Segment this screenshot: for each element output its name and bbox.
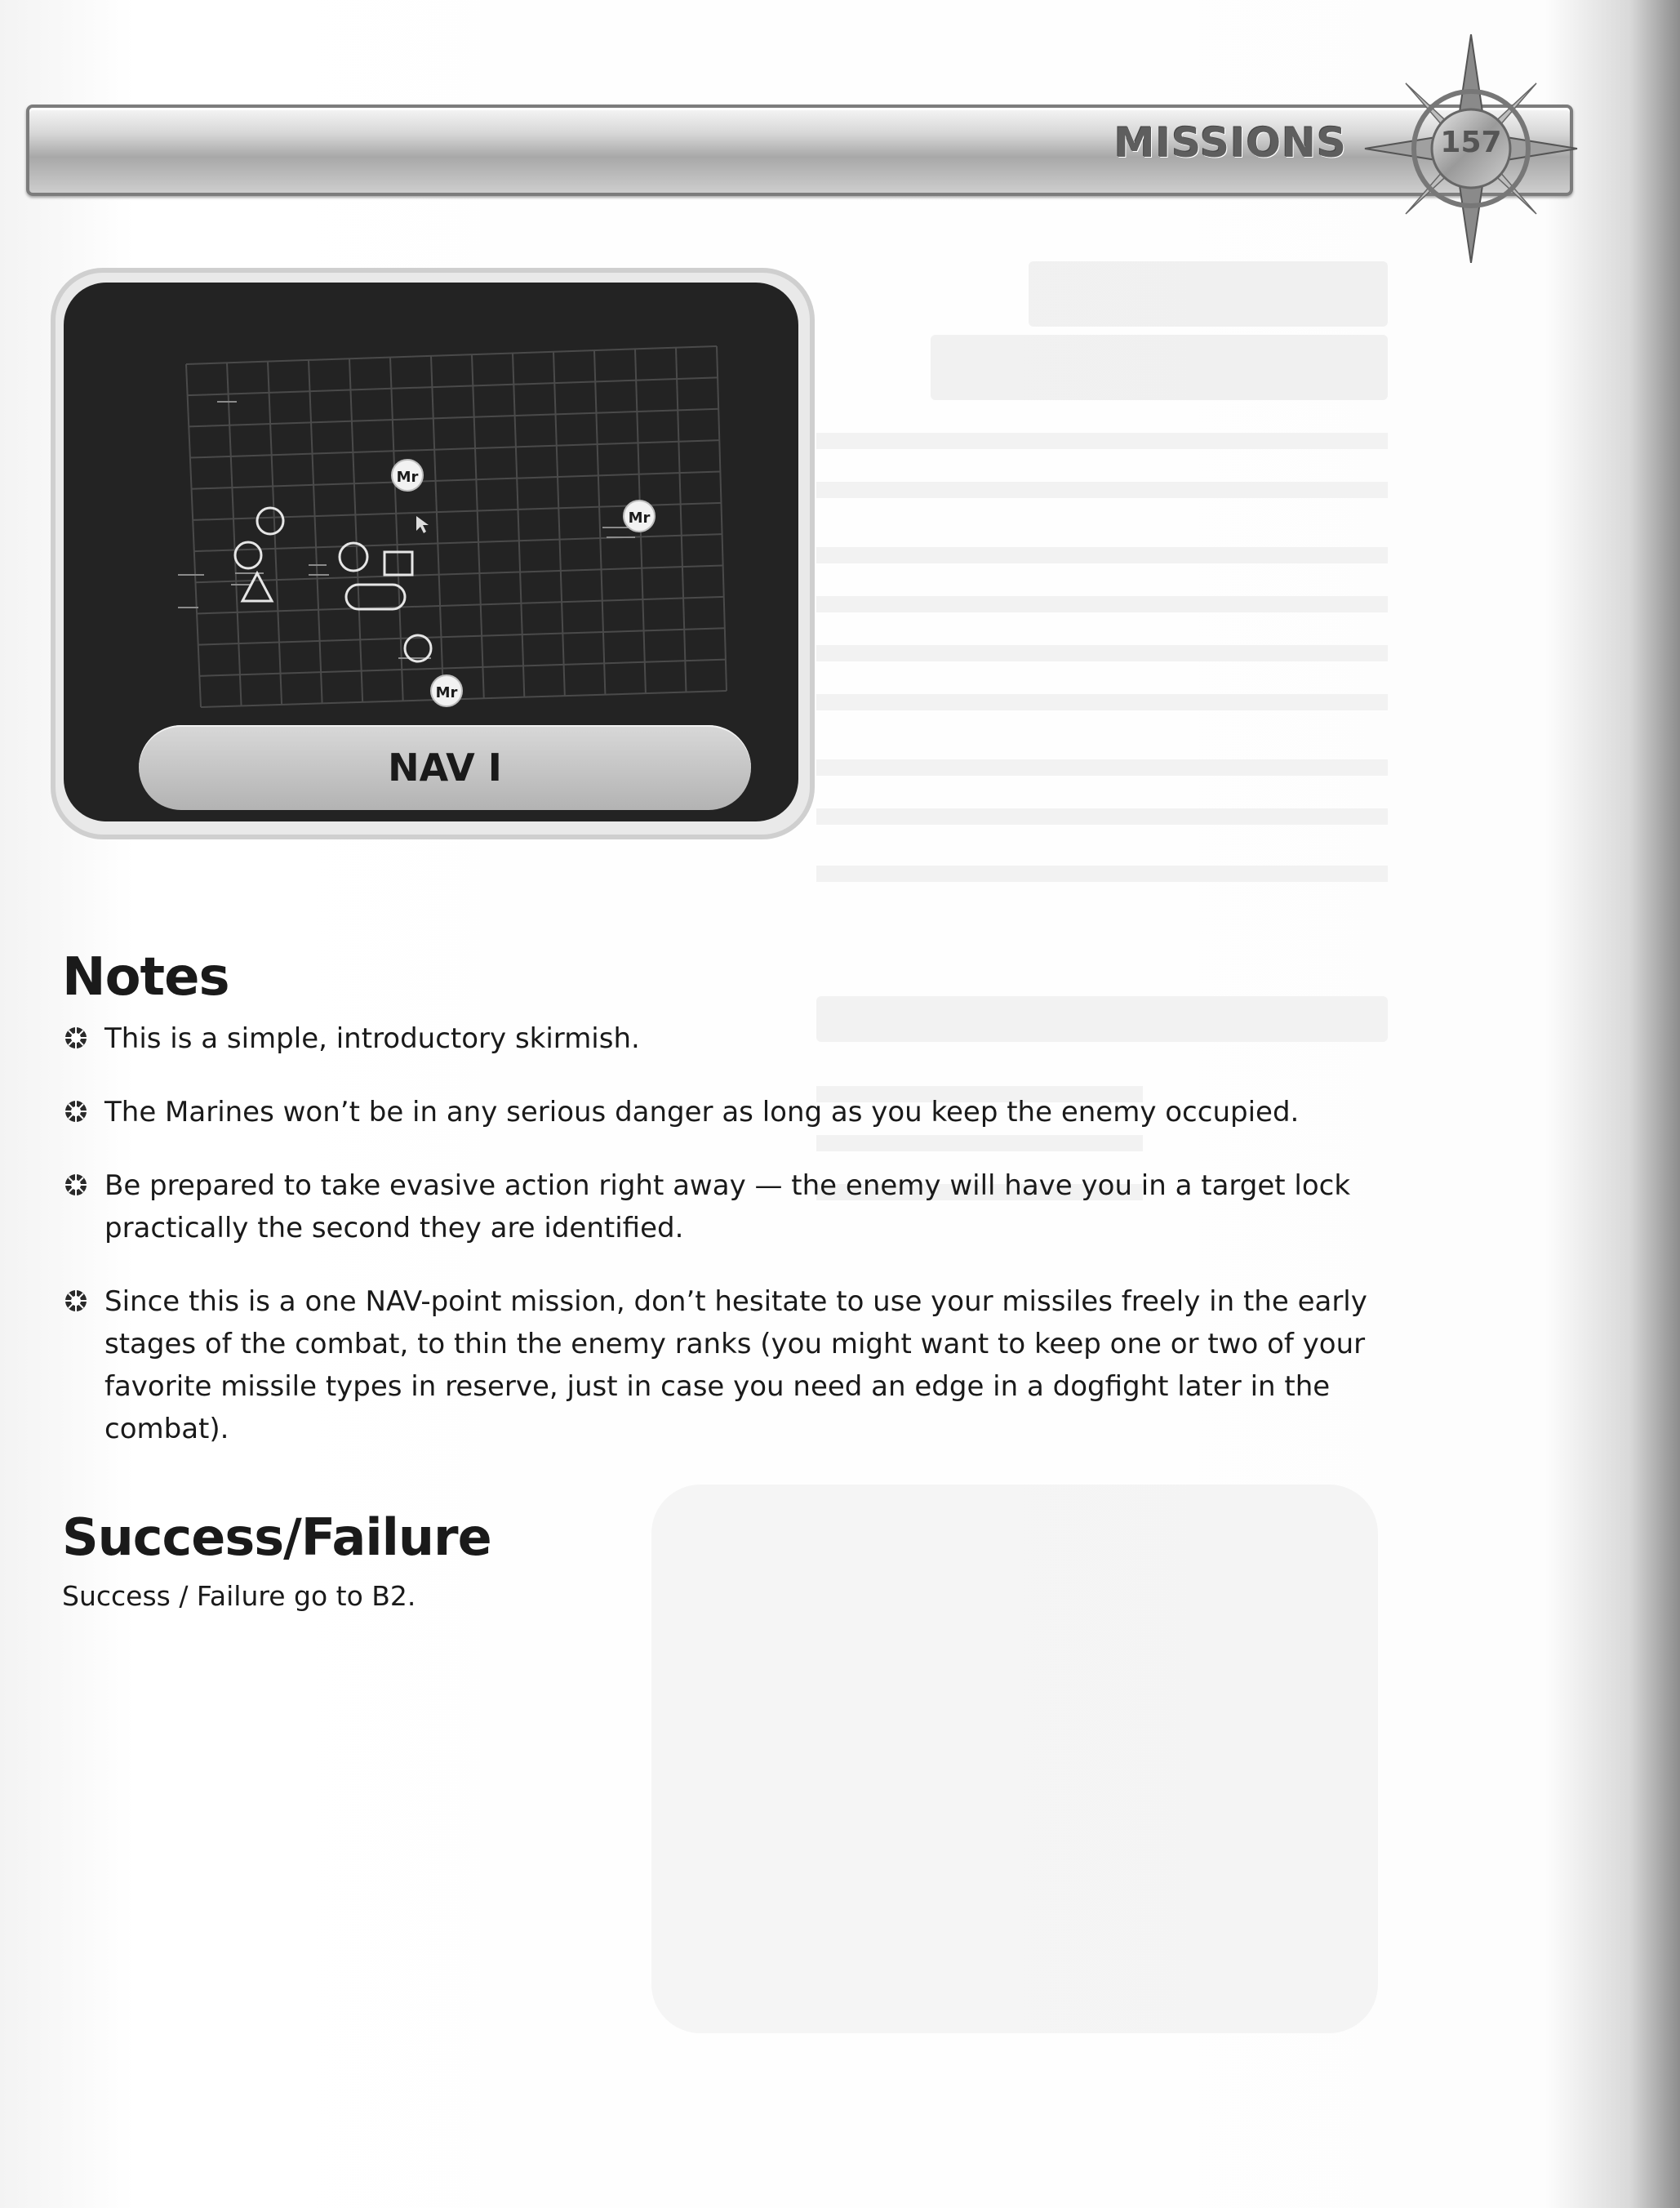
- contact-circle: [340, 543, 367, 571]
- note-text: Since this is a one NAV-point mission, don’t hesitate to use your missiles freely in the early stages of the combat, to thin the enemy ranks (you might want to keep one or two of your favorite missile types in reserve, just in case you need an edge in a dogfight later in the combat).: [104, 1285, 1367, 1445]
- contact-circle: [257, 508, 283, 534]
- nav-map-screen: [64, 283, 798, 821]
- gear-bullet-icon: [64, 1026, 88, 1050]
- map-marker-label: Mr: [435, 684, 458, 701]
- contact-triangle: [242, 573, 272, 601]
- map-marker: [392, 460, 423, 491]
- note-item: [62, 1017, 1401, 1060]
- note-text: The Marines won’t be in any serious danger as long as you keep the enemy occupied.: [104, 1096, 1300, 1128]
- map-marker: [624, 501, 655, 532]
- map-marker-label: Mr: [396, 469, 419, 486]
- gear-bullet-icon: [64, 1099, 88, 1124]
- contact-circle: [235, 542, 261, 568]
- note-item: [62, 1280, 1401, 1450]
- note-item: [62, 1091, 1401, 1133]
- gear-bullet-icon: [64, 1289, 88, 1313]
- page-number: 157: [1440, 126, 1502, 159]
- cursor-arrow-icon: [416, 516, 429, 533]
- success-failure-text: Success / Failure go to B2.: [62, 1580, 416, 1612]
- gear-bullet-icon: [64, 1173, 88, 1197]
- note-text: Be prepared to take evasive action right away — the enemy will have you in a target lock practically the second they are identified.: [104, 1169, 1351, 1244]
- reverse-page-panel: [651, 1485, 1378, 2033]
- success-failure-heading: Success/Failure: [62, 1507, 491, 1567]
- notes-list: [62, 1017, 1401, 1481]
- note-item: [62, 1164, 1401, 1249]
- map-marker-label: Mr: [628, 510, 651, 527]
- notes-heading: Notes: [62, 947, 229, 1008]
- contact-capsule: [346, 585, 405, 609]
- map-marker: [431, 675, 462, 706]
- section-label: MISSIONS: [1113, 119, 1347, 167]
- map-annotations: [178, 402, 635, 658]
- nav-caption: NAV I: [388, 746, 502, 790]
- note-text: This is a simple, introductory skirmish.: [104, 1022, 640, 1055]
